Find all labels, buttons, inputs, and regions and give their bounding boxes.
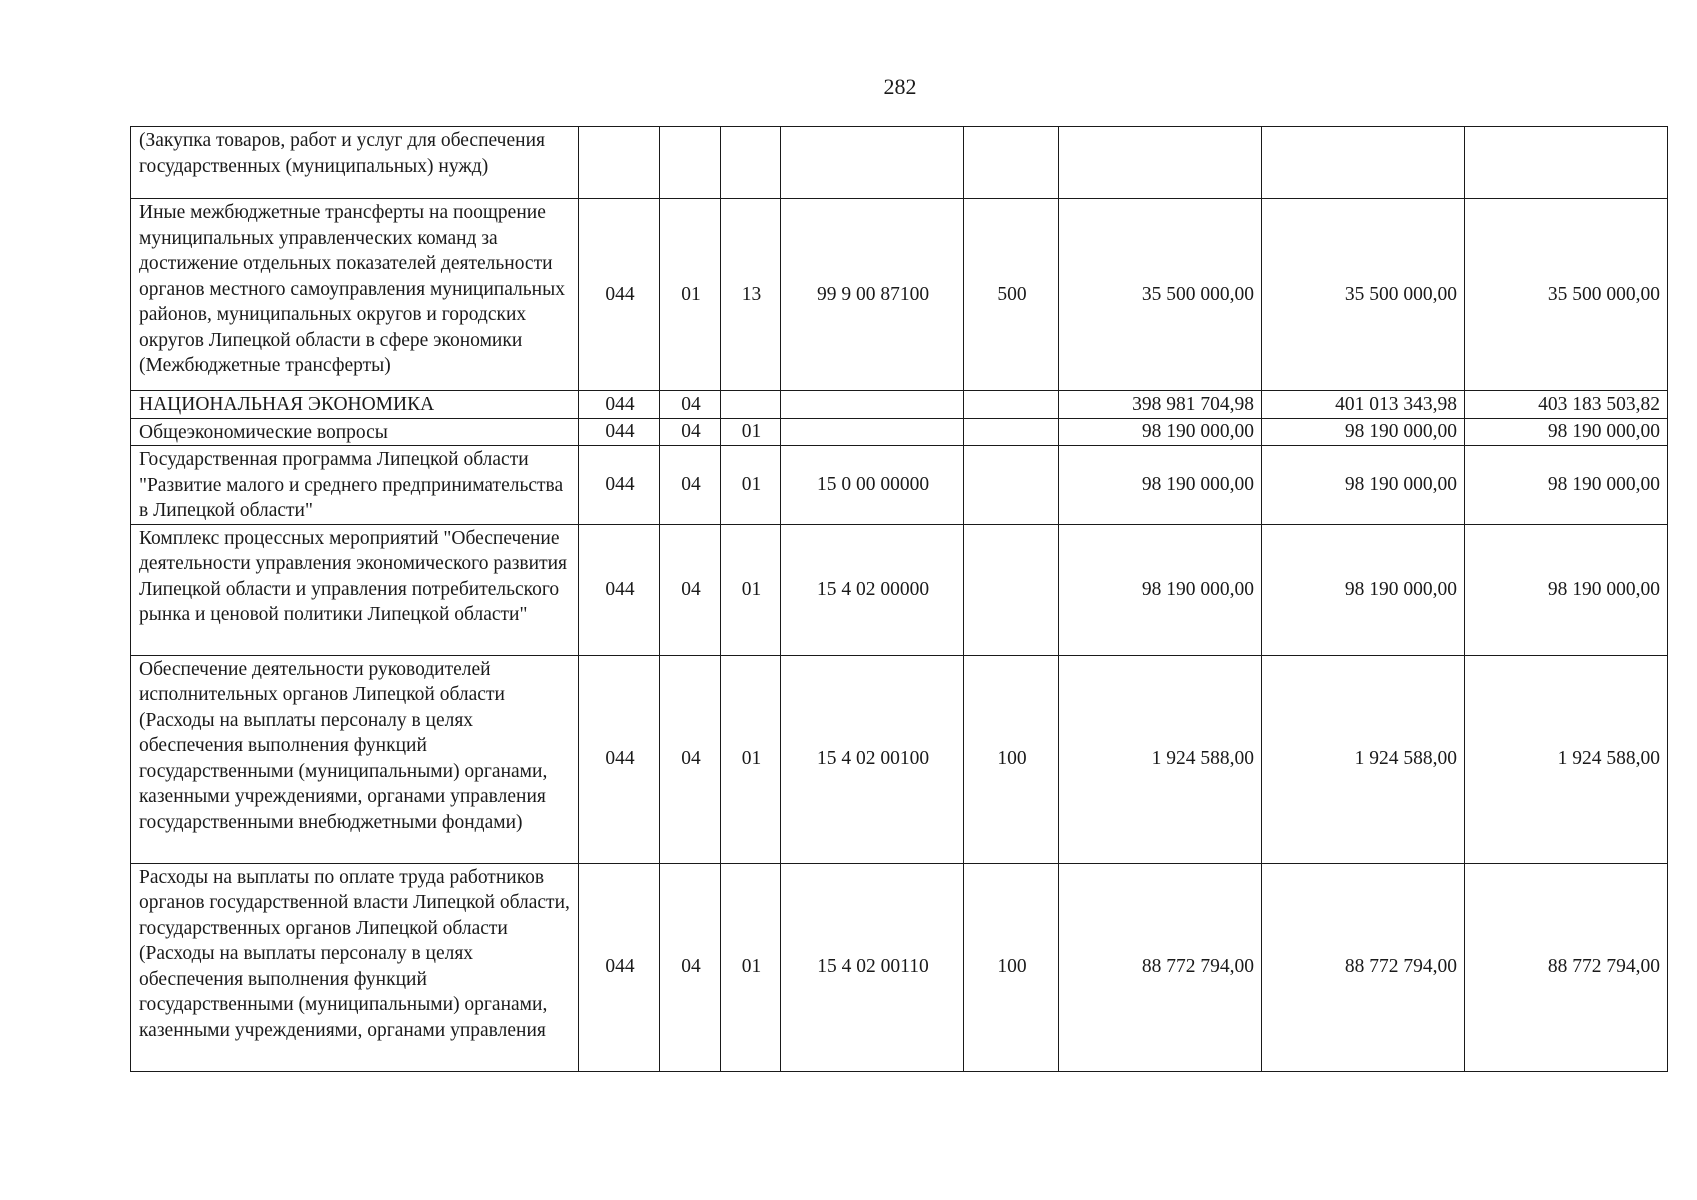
ved-cell: 044 [579,418,660,446]
expense-type-cell [964,391,1059,419]
podrazdel-cell [721,391,781,419]
ved-cell: 044 [579,863,660,1071]
table-row [131,863,1668,1071]
target-article-cell [781,391,964,419]
razdel-cell [660,127,721,199]
expense-type-cell [964,524,1059,655]
ved-cell: 044 [579,391,660,419]
sum-year3-cell [1465,127,1668,199]
table-row [131,524,1668,655]
target-article-cell [781,127,964,199]
sum-year1-cell [1059,127,1262,199]
table-row [131,446,1668,525]
expense-type-cell [964,446,1059,525]
sum-year3-cell: 88 772 794,00 [1465,863,1668,1071]
sum-year1-cell: 35 500 000,00 [1059,199,1262,391]
razdel-cell: 04 [660,446,721,525]
sum-year1-cell: 98 190 000,00 [1059,524,1262,655]
target-article-cell: 15 4 02 00000 [781,524,964,655]
podrazdel-cell: 13 [721,199,781,391]
expense-type-cell [964,127,1059,199]
page-number: 282 [883,74,917,99]
row-name-cell: Общеэкономические вопросы [131,418,579,446]
sum-year2-cell: 98 190 000,00 [1262,418,1465,446]
target-article-cell: 15 0 00 00000 [781,446,964,525]
sum-year2-cell: 98 190 000,00 [1262,446,1465,525]
ved-cell: 044 [579,524,660,655]
sum-year2-cell: 35 500 000,00 [1262,199,1465,391]
sum-year2-cell: 88 772 794,00 [1262,863,1465,1071]
sum-year1-cell: 1 924 588,00 [1059,655,1262,863]
expense-type-cell: 500 [964,199,1059,391]
podrazdel-cell: 01 [721,655,781,863]
ved-cell: 044 [579,655,660,863]
ved-cell: 044 [579,446,660,525]
razdel-cell: 04 [660,418,721,446]
row-name-cell: Комплекс процессных мероприятий "Обеспечение деятельности управления экономического развития Липецкой области и управления потребительского рынка и ценовой политики Липецкой области" [131,524,579,655]
razdel-cell: 01 [660,199,721,391]
podrazdel-cell: 01 [721,446,781,525]
sum-year3-cell: 1 924 588,00 [1465,655,1668,863]
razdel-cell: 04 [660,863,721,1071]
podrazdel-cell: 01 [721,418,781,446]
podrazdel-cell: 01 [721,524,781,655]
podrazdel-cell [721,127,781,199]
row-name-cell: Обеспечение деятельности руководителей исполнительных органов Липецкой области (Расходы на выплаты персоналу в целях обеспечения выполнения функций государственными (муниципальными) органами, казенными учреждениями, органами управления государственными внебюджетными фондами) [131,655,579,863]
target-article-cell [781,418,964,446]
expense-type-cell: 100 [964,655,1059,863]
sum-year3-cell: 98 190 000,00 [1465,446,1668,525]
sum-year3-cell: 98 190 000,00 [1465,524,1668,655]
sum-year1-cell: 98 190 000,00 [1059,418,1262,446]
sum-year3-cell: 98 190 000,00 [1465,418,1668,446]
table-row [131,199,1668,391]
table-row [131,391,1668,419]
row-name-cell: (Закупка товаров, работ и услуг для обеспечения государственных (муниципальных) нужд) [131,127,579,199]
row-name-cell: Иные межбюджетные трансферты на поощрение муниципальных управленческих команд за достижение отдельных показателей деятельности органов местного самоуправления муниципальных районов, муниципальных округов и городских округов Липецкой области в сфере экономики (Межбюджетные трансферты) [131,199,579,391]
row-name-cell: НАЦИОНАЛЬНАЯ ЭКОНОМИКА [131,391,579,419]
row-name-cell: Расходы на выплаты по оплате труда работников органов государственной власти Липецкой области, государственных органов Липецкой области (Расходы на выплаты персоналу в целях обеспечения выполнения функций государственными (муниципальными) органами, казенными учреждениями, органами управления [131,863,579,1071]
budget-table [130,126,1668,1072]
target-article-cell: 15 4 02 00110 [781,863,964,1071]
razdel-cell: 04 [660,655,721,863]
table-row [131,655,1668,863]
sum-year1-cell: 98 190 000,00 [1059,446,1262,525]
target-article-cell: 99 9 00 87100 [781,199,964,391]
expense-type-cell [964,418,1059,446]
sum-year3-cell: 403 183 503,82 [1465,391,1668,419]
ved-cell [579,127,660,199]
sum-year3-cell: 35 500 000,00 [1465,199,1668,391]
sum-year2-cell [1262,127,1465,199]
row-name-cell: Государственная программа Липецкой области "Развитие малого и среднего предпринимательства в Липецкой области" [131,446,579,525]
table-row [131,127,1668,199]
sum-year2-cell: 401 013 343,98 [1262,391,1465,419]
ved-cell: 044 [579,199,660,391]
razdel-cell: 04 [660,391,721,419]
sum-year1-cell: 88 772 794,00 [1059,863,1262,1071]
expense-type-cell: 100 [964,863,1059,1071]
podrazdel-cell: 01 [721,863,781,1071]
razdel-cell: 04 [660,524,721,655]
sum-year2-cell: 1 924 588,00 [1262,655,1465,863]
table-row [131,418,1668,446]
sum-year2-cell: 98 190 000,00 [1262,524,1465,655]
sum-year1-cell: 398 981 704,98 [1059,391,1262,419]
target-article-cell: 15 4 02 00100 [781,655,964,863]
